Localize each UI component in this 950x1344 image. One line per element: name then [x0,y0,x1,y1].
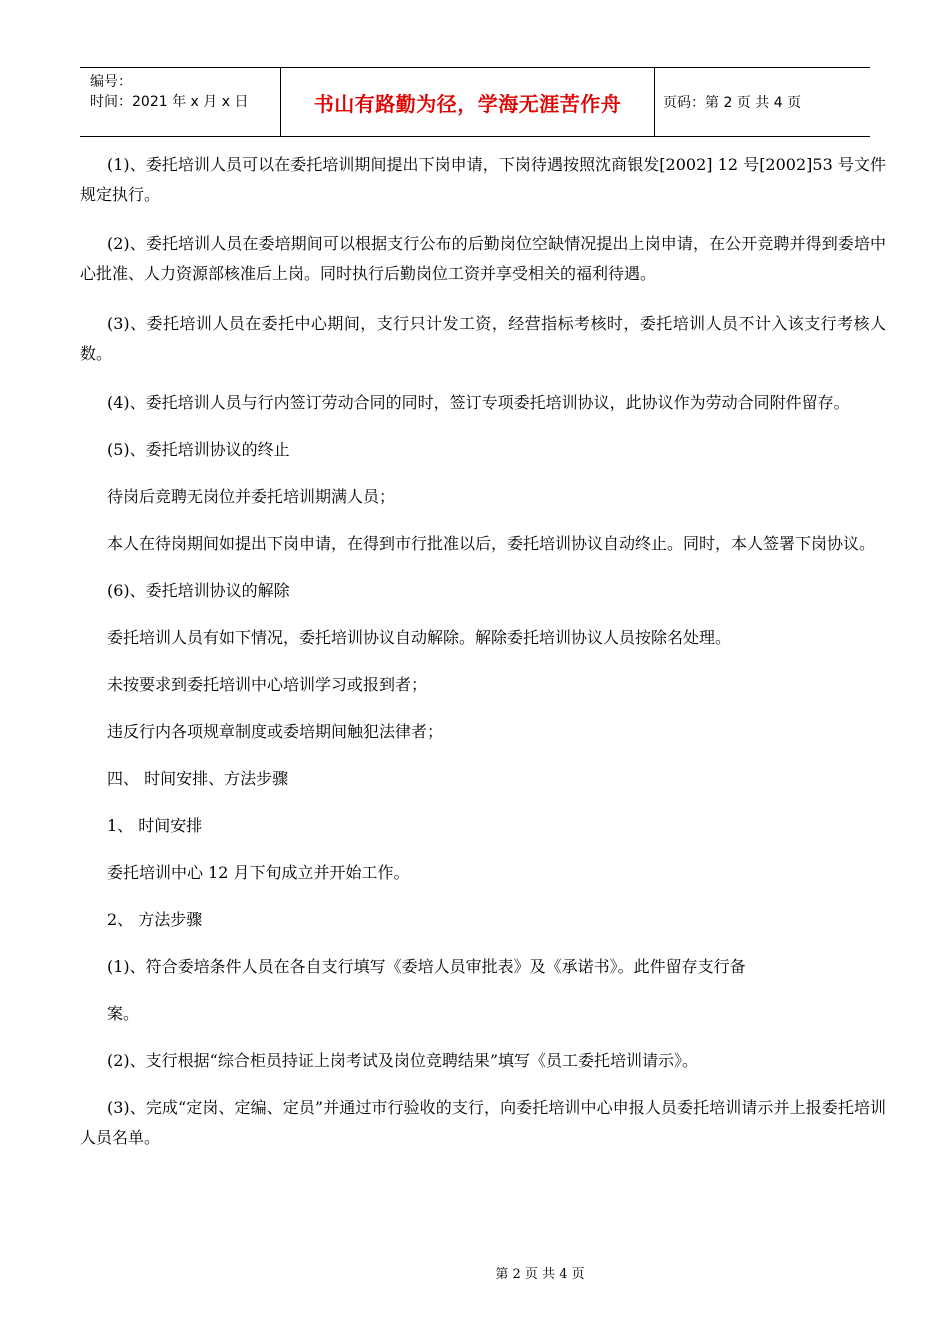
paragraph: (1)、符合委培条件人员在各自支行填写《委培人员审批表》及《承诺书》。此件留存支行备 [107,957,746,976]
paragraph: 待岗后竞聘无岗位并委托培训期满人员； [107,487,396,506]
document-header [80,67,870,137]
paragraph: (3)、委托培训人员在委托中心期间，支行只计发工资，经营指标考核时，委托培训人员不计入该支行考核人数。 [80,314,886,363]
page-footer [0,1263,950,1282]
document-date: 时间：2021 年 x 月 x 日 [90,94,249,110]
footer-page-number: 第 2 页 共 4 页 [495,1267,585,1282]
document-body [80,150,886,1153]
paragraph: (6)、委托培训协议的解除 [107,581,290,600]
document-number-label: 编号： [90,74,132,90]
header-meta [80,68,281,136]
section-heading: 四、 时间安排、方法步骤 [107,769,289,788]
paragraph: 委托培训中心 12 月下旬成立并开始工作。 [107,863,410,882]
header-page-info: 页码：第 2 页 共 4 页 [663,95,802,111]
header-motto-cell [281,68,655,136]
paragraph: (5)、委托培训协议的终止 [107,440,290,459]
paragraph: (2)、支行根据“综合柜员持证上岗考试及岗位竞聘结果”填写《员工委托培训请示》。 [107,1051,699,1070]
paragraph: (1)、委托培训人员可以在委托培训期间提出下岗申请，下岗待遇按照沈商银发[2002] 12 号[2002]53 号文件规定执行。 [80,155,886,204]
paragraph: 本人在待岗期间如提出下岗申请，在得到市行批准以后，委托培训协议自动终止。同时，本人签署下岗协议。 [107,534,876,553]
paragraph: (3)、完成“定岗、定编、定员”并通过市行验收的支行，向委托培训中心申报人员委托培训请示并上报委托培训人员名单。 [80,1098,886,1147]
paragraph: (2)、委托培训人员在委培期间可以根据支行公布的后勤岗位空缺情况提出上岗申请，在公开竞聘并得到委培中心批准、人力资源部核准后上岗。同时执行后勤岗位工资并享受相关的福利待遇。 [80,234,886,283]
paragraph: 未按要求到委托培训中心培训学习或报到者； [107,675,428,694]
paragraph: (4)、委托培训人员与行内签订劳动合同的同时，签订专项委托培训协议，此协议作为劳动合同附件留存。 [107,393,850,412]
paragraph: 案。 [107,1004,140,1023]
paragraph: 委托培训人员有如下情况，委托培训协议自动解除。解除委托培训协议人员按除名处理。 [107,628,732,647]
header-motto: 书山有路勤为径，学海无涯苦作舟 [313,91,622,116]
subsection-heading: 2、 方法步骤 [107,910,203,929]
paragraph: 违反行内各项规章制度或委培期间触犯法律者； [107,722,444,741]
subsection-heading: 1、 时间安排 [107,816,203,835]
